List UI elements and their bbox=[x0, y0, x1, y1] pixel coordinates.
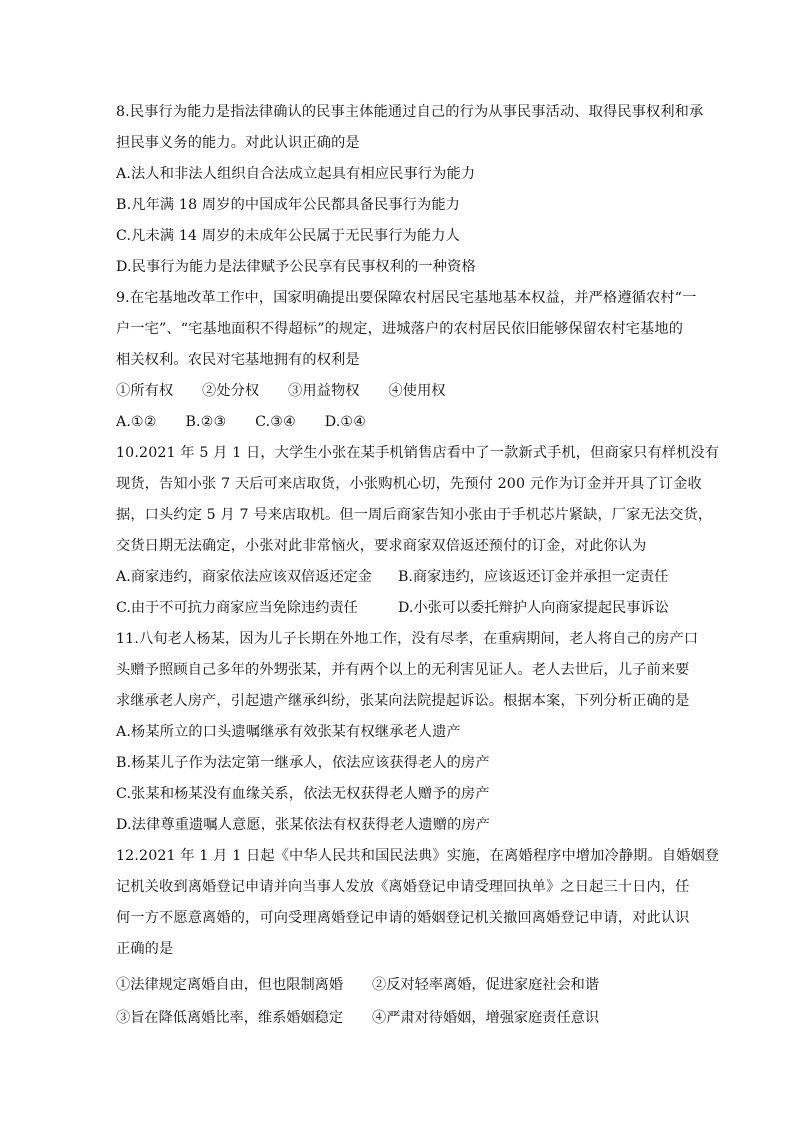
q9-options: A.①② B.②③ C.③④ D.①④ bbox=[116, 414, 367, 430]
q11-option-d: D.法律尊重遗嘱人意愿，张某依法有权获得老人遗赠的房产 bbox=[116, 817, 491, 833]
q11-stem-line-2: 头赠予照顾自己多年的外甥张某，并有两个以上的无利害见证人。老人去世后，儿子前来要 bbox=[116, 662, 690, 678]
q8-stem-line-2: 担民事义务的能力。对此认识正确的是 bbox=[116, 135, 360, 151]
q9-stem-line-1: 9.在宅基地改革工作中，国家明确提出要保障农村居民宅基地基本权益，并严格遵循农村“一 bbox=[116, 290, 697, 306]
q9-stem-line-2: 户一宅”、“宅基地面积不得超标”的规定，进城落户的农村居民依旧能够保留农村宅基地的 bbox=[116, 321, 684, 337]
q11-option-a: A.杨某所立的口头遗嘱继承有效张某有权继承老人遗产 bbox=[116, 724, 461, 740]
q12-stem-line-4: 正确的是 bbox=[116, 941, 174, 957]
q8-option-d: D.民事行为能力是法律赋予公民享有民事权利的一种资格 bbox=[116, 259, 476, 275]
q12-stem-line-1: 12.2021 年 1 月 1 日起《中华人民共和国民法典》实施，在离婚程序中增加冷静期。自婚姻登 bbox=[116, 848, 720, 864]
q10-stem-line-4: 交货日期无法确定，小张对此非常恼火，要求商家双倍返还预付的订金，对此你认为 bbox=[116, 538, 647, 554]
q8-option-b: B.凡年满 18 周岁的中国成年公民都具备民事行为能力 bbox=[116, 197, 460, 213]
q8-option-c: C.凡未满 14 周岁的未成年公民属于无民事行为能力人 bbox=[116, 228, 460, 244]
q11-option-c: C.张某和杨某没有血缘关系，依法无权获得老人赠予的房产 bbox=[116, 786, 490, 802]
q12-item-2: ②反对轻率离婚，促进家庭社会和谐 bbox=[372, 977, 600, 993]
q8-stem-line-1: 8.民事行为能力是指法律确认的民事主体能通过自己的行为从事民事活动、取得民事权利和承 bbox=[116, 104, 704, 120]
q10-option-c: C.由于不可抗力商家应当免除违约责任 bbox=[116, 600, 358, 616]
q8-option-a: A.法人和非法人组织自合法成立起具有相应民事行为能力 bbox=[116, 166, 476, 182]
q10-option-a: A.商家违约，商家依法应该双倍返还定金 bbox=[116, 569, 372, 585]
q11-stem-line-1: 11.八旬老人杨某，因为儿子长期在外地工作，没有尽孝，在重病期间，老人将自己的房产口 bbox=[116, 631, 699, 647]
q10-option-b: B.商家违约，应该返还订金并承担一定责任 bbox=[398, 569, 669, 585]
q12-stem-line-3: 何一方不愿意离婚的，可向受理离婚登记申请的婚姻登记机关撤回离婚登记申请，对此认识 bbox=[116, 910, 690, 926]
q10-option-d: D.小张可以委托辩护人向商家提起民事诉讼 bbox=[398, 600, 669, 616]
q12-stem-line-2: 记机关收到离婚登记申请并向当事人发放《离婚登记申请受理回执单》之日起三十日内，任 bbox=[116, 879, 690, 895]
q12-item-1: ①法律规定离婚自由，但也限制离婚 bbox=[116, 977, 344, 993]
q10-stem-line-1: 10.2021 年 5 月 1 日，大学生小张在某手机销售店看中了一款新式手机，但商家只有样机没有 bbox=[116, 445, 720, 461]
q9-items: ①所有权 ②处分权 ③用益物权 ④使用权 bbox=[116, 383, 446, 399]
q10-stem-line-3: 据，口头约定 5 月 7 号来店取机。但一周后商家告知小张由于手机芯片紧缺，厂家无法交货， bbox=[116, 507, 713, 523]
q12-item-4: ④严肃对待婚姻，增强家庭责任意识 bbox=[372, 1010, 600, 1026]
q11-option-b: B.杨某儿子作为法定第一继承人，依法应该获得老人的房产 bbox=[116, 755, 490, 771]
q10-stem-line-2: 现货，告知小张 7 天后可来店取货，小张购机心切，先预付 200 元作为订金并开具了订金收 bbox=[116, 476, 702, 492]
q9-stem-line-3: 相关权利。农民对宅基地拥有的权利是 bbox=[116, 352, 360, 368]
q11-stem-line-3: 求继承老人房产，引起遗产继承纠纷，张某向法院提起诉讼。根据本案，下列分析正确的是 bbox=[116, 693, 690, 709]
q12-item-3: ③旨在降低离婚比率，维系婚姻稳定 bbox=[116, 1010, 344, 1026]
